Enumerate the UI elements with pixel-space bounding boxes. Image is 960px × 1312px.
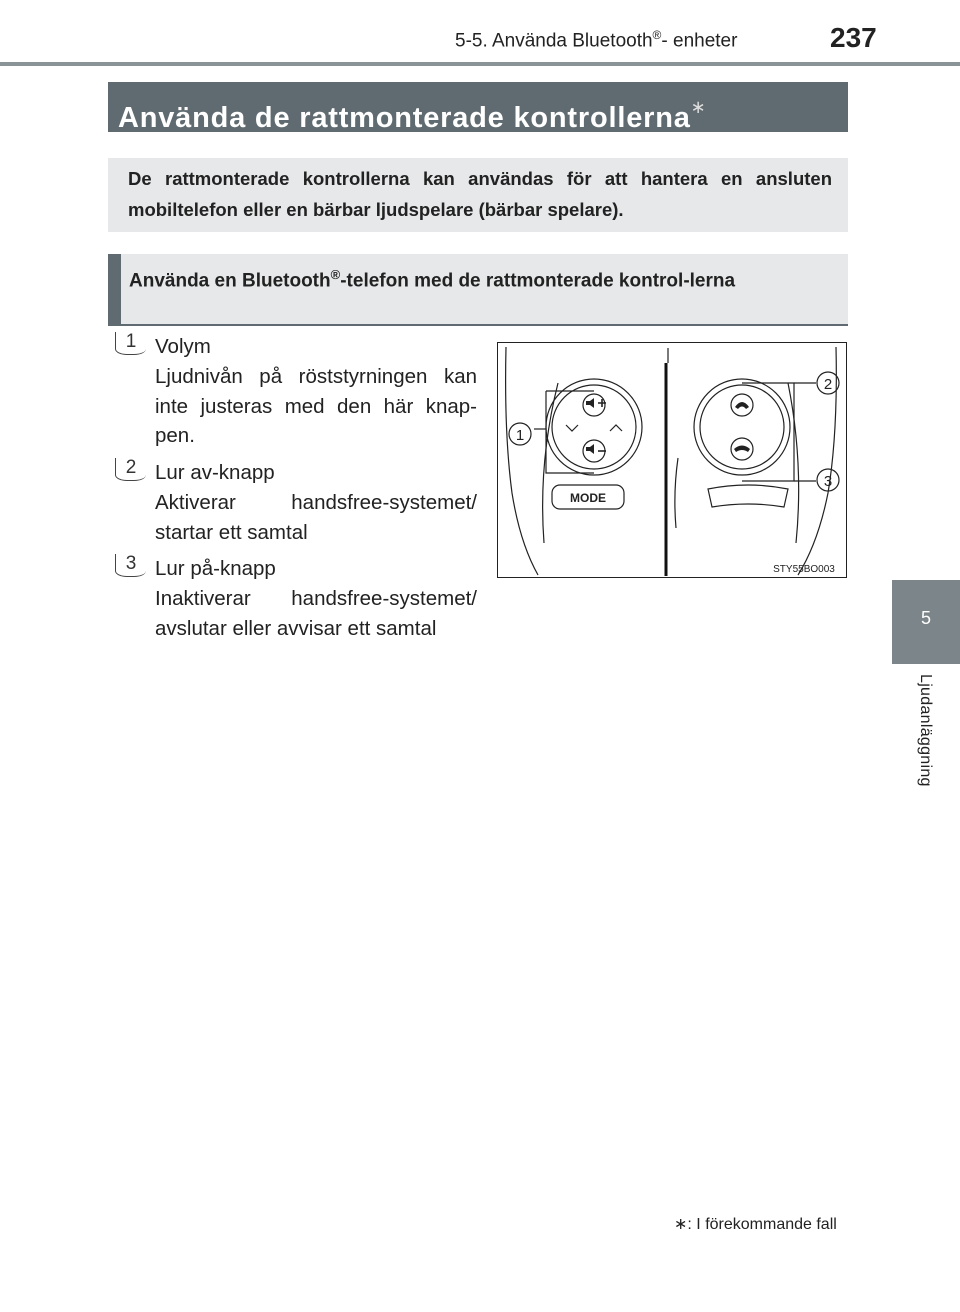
blank-button [708, 485, 788, 507]
wheel-spoke-left-outline [506, 347, 538, 575]
chapter-number: 5 [920, 608, 931, 628]
section-title-text: Använda de rattmonterade kontrollerna [118, 102, 691, 134]
callout-number-2: 2 [823, 376, 833, 393]
running-header [455, 28, 737, 52]
callout-number-3: 3 [823, 473, 833, 490]
header-title-pre: 5-5. Använda Bluetooth [455, 30, 653, 52]
item-number-badge: 2 [115, 458, 146, 481]
item-title: Volym [155, 335, 211, 358]
chapter-tab [892, 580, 960, 664]
header-title-post: - enheter [661, 30, 738, 52]
illustration-code: STY55BO003 [773, 564, 835, 575]
chevron-up-icon [610, 425, 622, 431]
item-description: Ljudnivån på röststyrningen kan inte justeras med den här knap-pen. [155, 365, 477, 447]
footnote: ∗: I förekommande fall [674, 1216, 837, 1233]
subsection-pre: Använda en Bluetooth [129, 270, 331, 292]
mode-button-label: MODE [570, 491, 606, 505]
chapter-label-text: Ljudanläggning [917, 674, 934, 787]
chevron-down-icon [566, 425, 578, 431]
chapter-label [892, 666, 960, 826]
intro-box [108, 158, 848, 232]
steering-controls-illustration [497, 342, 847, 578]
callout-number-1: 1 [515, 427, 525, 444]
item-description: Inaktiverar handsfree-systemet/ avslutar eller avvisar ett samtal [155, 587, 477, 640]
item-number-badge: 3 [115, 554, 146, 577]
page-number: 237 [830, 22, 877, 53]
registered-mark: ® [330, 267, 341, 282]
subsection-post: -telefon med de rattmonterade kontrol-lerna [340, 270, 736, 292]
item-title: Lur på-knapp [155, 557, 276, 580]
steering-wheel-drawing [498, 343, 845, 576]
item-title: Lur av-knapp [155, 461, 275, 484]
item-number-badge: 1 [115, 332, 146, 355]
header-rule [0, 62, 960, 66]
wheel-hub-right [788, 383, 799, 543]
section-title [108, 82, 848, 132]
item-description: Aktiverar handsfree-systemet/ startar ett samtal [155, 491, 477, 544]
availability-asterisk: ∗ [690, 97, 707, 117]
intro-text: De rattmonterade kontrollerna kan användas för att hantera en ansluten mobiltelefon eller en bärbar ljudspelare (bärbar spelare). [128, 168, 832, 220]
phone-pad [694, 379, 790, 475]
registered-mark: ® [652, 28, 662, 42]
center-line-curve [675, 458, 678, 528]
subsection-heading [108, 254, 848, 326]
